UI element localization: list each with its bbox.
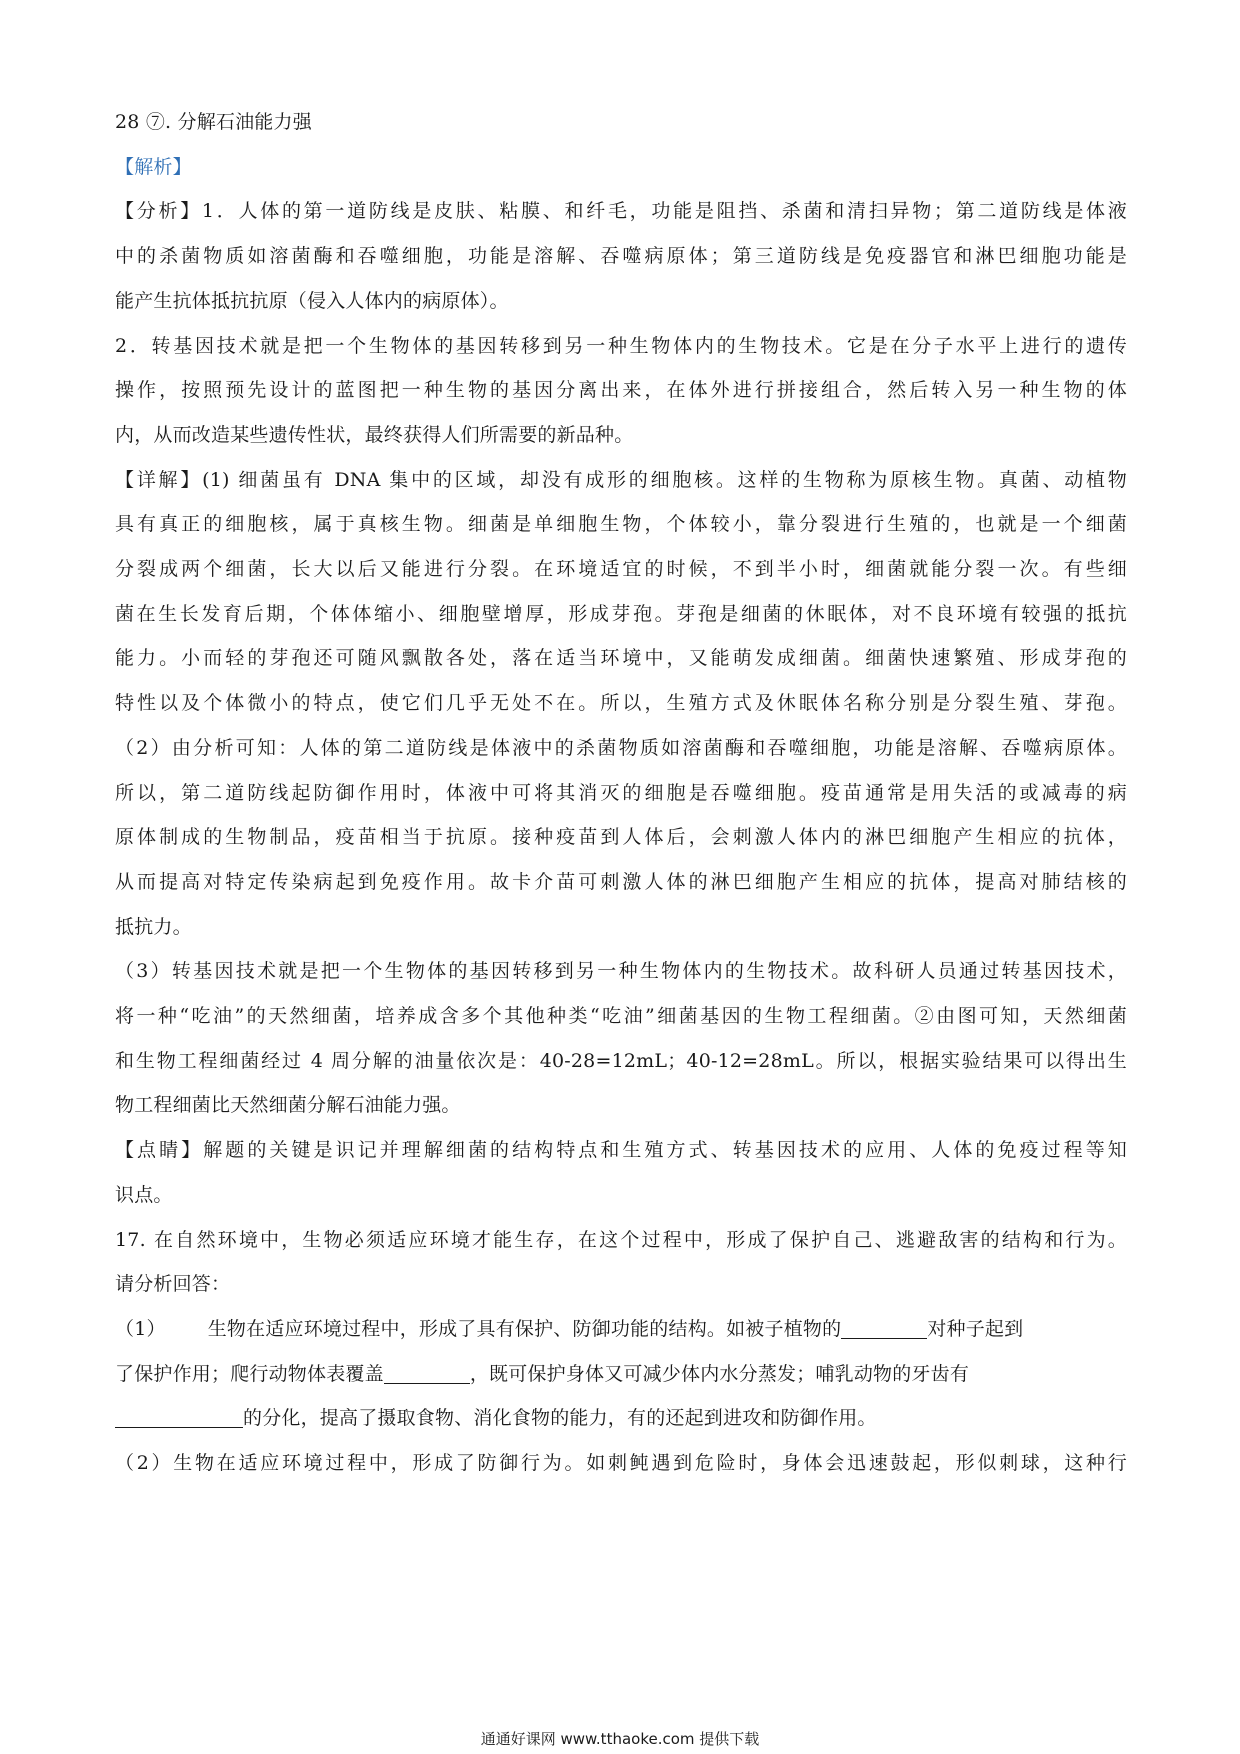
text-line: 【点睛】解题的关键是识记并理解细菌的结构特点和生殖方式、转基因技术的应用、人体的免疫过程等知 [115,1139,1127,1162]
question-1-number: （1） [115,1317,166,1340]
answer-blank[interactable] [384,1363,470,1384]
text-line: （3）转基因技术就是把一个生物体的基因转移到另一种生物体内的生物技术。故科研人员通过转基因技术， [115,960,1127,983]
text-line: 将一种“吃油”的天然细菌，培养成含多个其他种类“吃油”细菌基因的生物工程细菌。②由图可知，天然细菌 [115,1005,1127,1028]
question-2-line: （2）生物在适应环境过程中，形成了防御行为。如刺鲀遇到危险时，身体会迅速鼓起，形似刺球，这种行 [115,1452,1127,1475]
text-line: 中的杀菌物质如溶菌酶和吞噬细胞，功能是溶解、吞噬病原体；第三道防线是免疫器官和淋巴细胞功能是 [115,245,1127,268]
text-line: 和生物工程细菌经过 4 周分解的油量依次是：40-28=12mL；40-12=28mL。所以，根据实验结果可以得出生 [115,1049,1127,1072]
question-17-line: 请分析回答： [115,1273,231,1296]
question-17-line: 17. 在自然环境中，生物必须适应环境才能生存，在这个过程中，形成了保护自己、逃避敌害的结构和行为。 [115,1228,1127,1251]
text-line: 物工程细菌比天然细菌分解石油能力强。 [115,1094,461,1117]
question-1-text: 对种子起到 [927,1317,1024,1340]
text-line: 识点。 [115,1183,173,1206]
text-line: 操作，按照预先设计的蓝图把一种生物的基因分离出来，在体外进行拼接组合，然后转入另一种生物的体 [115,379,1127,402]
text-line: 具有真正的细胞核，属于真核生物。细菌是单细胞生物，个体较小，靠分裂进行生殖的，也就是一个细菌 [115,513,1127,536]
text-line: 能产生抗体抵抗抗原（侵入人体内的病原体）。 [115,289,509,312]
question-1-line-1 [115,1307,1127,1352]
text-line: 所以，第二道防线起防御作用时，体液中可将其消灭的细胞是吞噬细胞。疫苗通常是用失活的或减毒的病 [115,781,1127,804]
question-1-line-3 [115,1396,1127,1441]
text-line: 分裂成两个细菌，长大以后又能进行分裂。在环境适宜的时候，不到半小时，细菌就能分裂一次。有些细 [115,558,1127,581]
text-line: 能力。小而轻的芽孢还可随风飘散各处，落在适当环境中，又能萌发成细菌。细菌快速繁殖、形成芽孢的 [115,647,1127,670]
text-line: 【分析】1．人体的第一道防线是皮肤、粘膜、和纤毛，功能是阻挡、杀菌和清扫异物；第二道防线是体液 [115,200,1127,223]
footer-credit: 通通好课网 www.tthaoke.com 提供下载 [480,1730,760,1748]
text-line: 菌在生长发育后期，个体体缩小、细胞壁增厚，形成芽孢。芽孢是细菌的休眠体，对不良环境有较强的抵抗 [115,602,1127,625]
question-1-text: 的分化，提高了摄取食物、消化食物的能力，有的还起到进攻和防御作用。 [243,1407,877,1430]
answer-blank[interactable] [841,1318,927,1339]
question-1-text: 生物在适应环境过程中，形成了具有保护、防御功能的结构。如被子植物的 [207,1317,842,1340]
document-body [115,100,1127,1486]
question-1-line-2 [115,1352,1127,1397]
answer-blank[interactable] [115,1407,243,1428]
text-line: 抵抗力。 [115,915,192,938]
answer-line: 28 ⑦. 分解石油能力强 [115,111,312,133]
text-line: 原体制成的生物制品，疫苗相当于抗原。接种疫苗到人体后，会刺激人体内的淋巴细胞产生相应的抗体， [115,826,1127,849]
text-line: 【详解】(1) 细菌虽有 DNA 集中的区域，却没有成形的细胞核。这样的生物称为原核生物。真菌、动植物 [115,468,1127,491]
text-line: （2）由分析可知：人体的第二道防线是体液中的杀菌物质如溶菌酶和吞噬细胞，功能是溶解、吞噬病原体。 [115,736,1127,759]
analysis-label: 【解析】 [115,155,192,178]
text-line: 特性以及个体微小的特点，使它们几乎无处不在。所以，生殖方式及休眠体名称分别是分裂生殖、芽孢。 [115,692,1127,715]
text-line: 2．转基因技术就是把一个生物体的基因转移到另一种生物体内的生物技术。它是在分子水平上进行的遗传 [115,334,1127,357]
question-1-text: 了保护作用；爬行动物体表覆盖 [115,1362,384,1385]
question-1-text: ，既可保护身体又可减少体内水分蒸发；哺乳动物的牙齿有 [469,1362,970,1385]
text-line: 从而提高对特定传染病起到免疫作用。故卡介苗可刺激人体的淋巴细胞产生相应的抗体，提高对肺结核的 [115,870,1127,893]
text-line: 内，从而改造某些遗传性状，最终获得人们所需要的新品种。 [115,423,634,446]
